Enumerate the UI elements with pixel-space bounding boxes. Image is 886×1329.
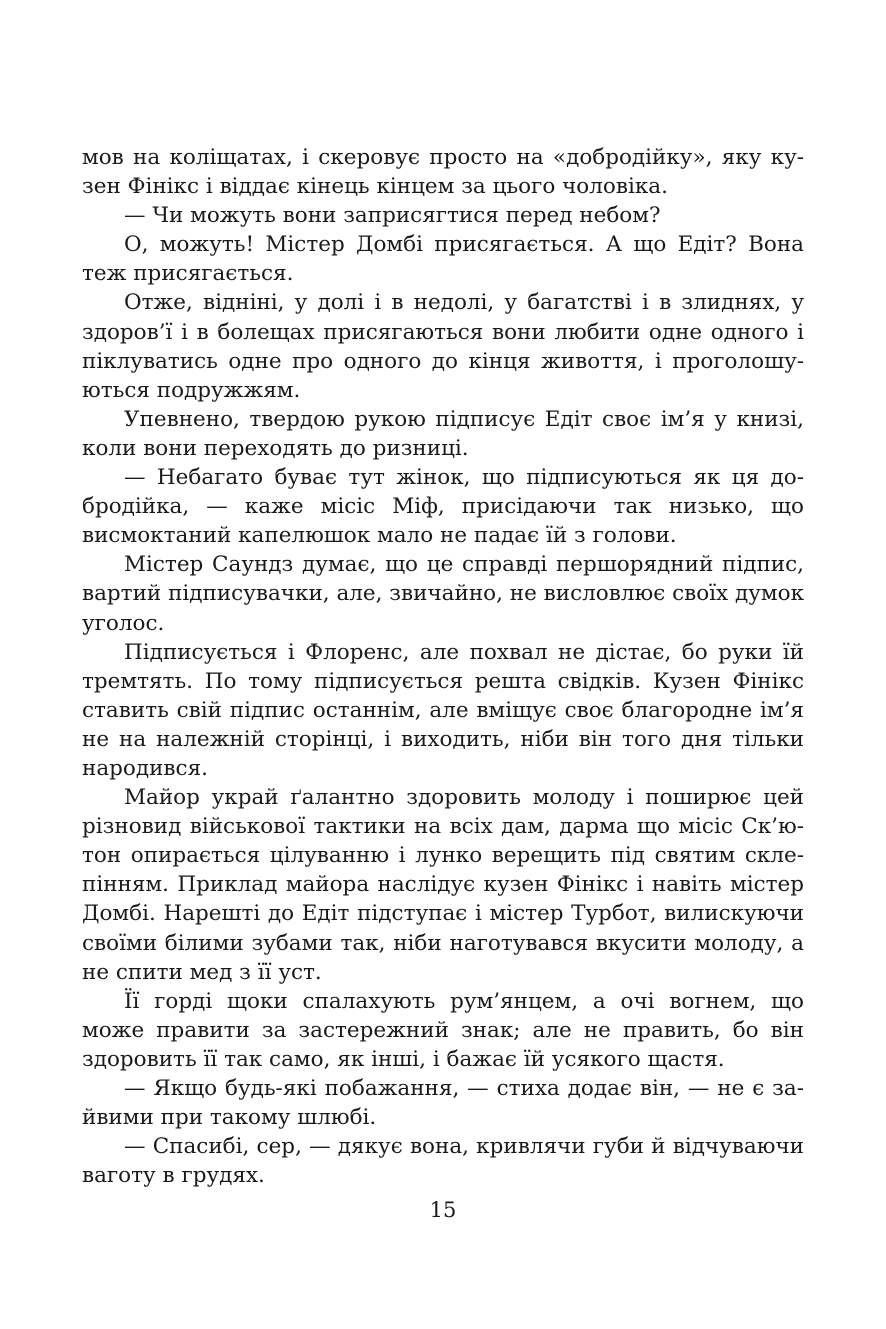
paragraph: мов на коліщатах, і скеровує просто на «добродійку», яку кузен Фінікс і віддає кінець кінцем за цього чоловіка. (82, 145, 804, 200)
paragraph: Майор украй ґалантно здоровить молоду і поширює цей різновид військової тактики на всіх дам, дарма що місіс Ск’ютон опирається цілуванню і лунко верещить під святим склепінням. Приклад майора наслідує кузен Фінікс і навіть містер Домбі. Нарешті до Едіт підступає і містер Турбот, вилискуючи своїми білими зубами так, ніби наготувався вкусити молоду, а не спити мед з її уст. (82, 785, 804, 985)
paragraph: Містер Саундз думає, що це справді першорядний підпис, вартий підписувачки, але, звичайно, не висловлює своїх думок уголос. (82, 552, 805, 636)
paragraph: — Спасибі, сер, — дякує вона, кривлячи губи й відчуваючи ваготу в грудях. (82, 1134, 804, 1189)
paragraph: Отже, відніні, у долі і в недолі, у багатстві і в злиднях, у здоров’ї і в болещах присягаються вони любити одне одного і піклуватись одне про одного до кінця живоття, і проголошуються подружжям. (82, 290, 804, 403)
paragraph: Підписується і Флоренс, але похвал не дістає, бо руки їй тремтять. По тому підписується решта свідків. Кузен Фінікс ставить свій підпис останнім, але вміщує своє благородне ім’я не на належній сторінці, і виходить, ніби він того дня тільки народився. (82, 639, 804, 781)
paragraph: Її горді щоки спалахують рум’янцем, а очі вогнем, що може правити за застережний знак; але не править, бо він здоровить її так само, як інші, і бажає їй усякого щастя. (82, 988, 804, 1072)
paragraph: Упевнено, твердою рукою підписує Едіт своє ім’я у книзі, коли вони переходять до ризниці. (82, 406, 804, 461)
paragraph: — Небагато буває тут жінок, що підписуються як ця добродійка, — каже місіс Міф, присідаючи так низько, що висмоктаний капелюшок мало не падає їй з голови. (82, 465, 804, 549)
page-number: 15 (429, 1198, 457, 1222)
paragraph: О, можуть! Містер Домбі присягається. А що Едіт? Вона теж присягається. (82, 232, 804, 287)
page-text (82, 143, 804, 1190)
paragraph: — Чи можуть вони заприсягтися перед небом? (124, 203, 661, 229)
paragraph: — Якщо будь-які побажання, — стиха додає він, — не є зайвими при такому шлюбі. (82, 1076, 804, 1131)
